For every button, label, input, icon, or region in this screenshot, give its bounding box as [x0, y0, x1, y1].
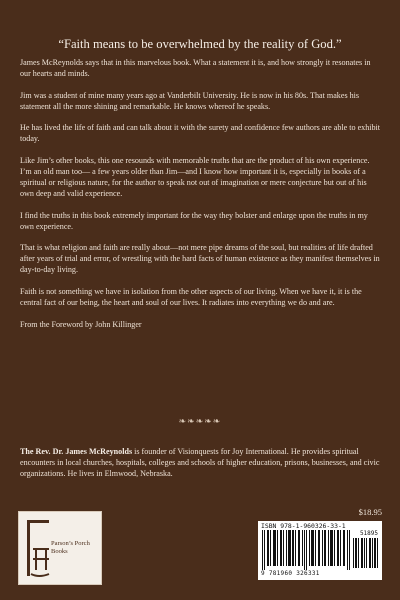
barcode-addon-bars	[353, 538, 379, 568]
isbn-barcode	[258, 521, 382, 580]
barcode-digits: 9 781960 326331	[261, 570, 320, 577]
foreword-excerpt	[20, 58, 381, 341]
porch-chair-icon	[25, 518, 51, 578]
author-name: The Rev. Dr. James McReynolds	[20, 447, 133, 456]
attribution: From the Foreword by John Killinger	[20, 319, 142, 329]
paragraph: Jim was a student of mine many years ago at Vanderbilt University. He is now in his 80s. That makes his statement all the more shining and remarkable. He knows whereof he speaks.	[20, 90, 360, 111]
paragraph: He has lived the life of faith and can talk about it with the surety and confidence few authors are able to exhibit today.	[20, 123, 381, 144]
ornament-divider: ❧❧❧❧❧	[178, 416, 222, 426]
author-bio-text: is founder of Visionquests for Joy International. He provides spiritual encounters in local churches, hospitals, colleges and schools of higher education, prisons, businesses, and civic organizations. He lives in Elmwood, Nebraska.	[20, 447, 380, 478]
author-bio	[20, 447, 381, 480]
publisher-logo	[18, 511, 102, 585]
paragraph: Faith is not something we have in isolation from the other aspects of our living. When we have it, it is the central fact of our being, the heart and soul of our lives. It radiates into everything we do and are.	[20, 286, 362, 307]
paragraph: Like Jim’s other books, this one resounds with memorable truths that are the product of his own experience. I’m an old man too— a few years older than Jim—and I know how important it is, especially in books of a spiritual or religious nature, for the author to speak not out of imagination or mere conjecture but out of his own deep and valid experience.	[20, 156, 370, 198]
barcode-addon-digits: 51895	[359, 530, 378, 537]
paragraph: James McReynolds says that in this marvelous book. What a statement it is, and how strongly it resonates in our hearts and minds.	[20, 58, 371, 78]
publisher-name: Parson’s Porch Books	[51, 540, 90, 555]
isbn-label: ISBN 978-1-960326-33-1	[261, 522, 346, 530]
paragraph: That is what religion and faith are really about—not mere pipe dreams of the soul, but realities of life drafted after years of trial and error, of wrestling with the hard facts of human existence as they manifest themselves in day-to-day living.	[20, 243, 380, 275]
pull-quote: “Faith means to be overwhelmed by the reality of God.”	[58, 37, 342, 51]
barcode-bars	[262, 530, 350, 570]
paragraph: I find the truths in this book extremely important for the way they bolster and enlarge upon the truths in my own experience.	[20, 210, 368, 231]
price: $18.95	[358, 507, 382, 517]
